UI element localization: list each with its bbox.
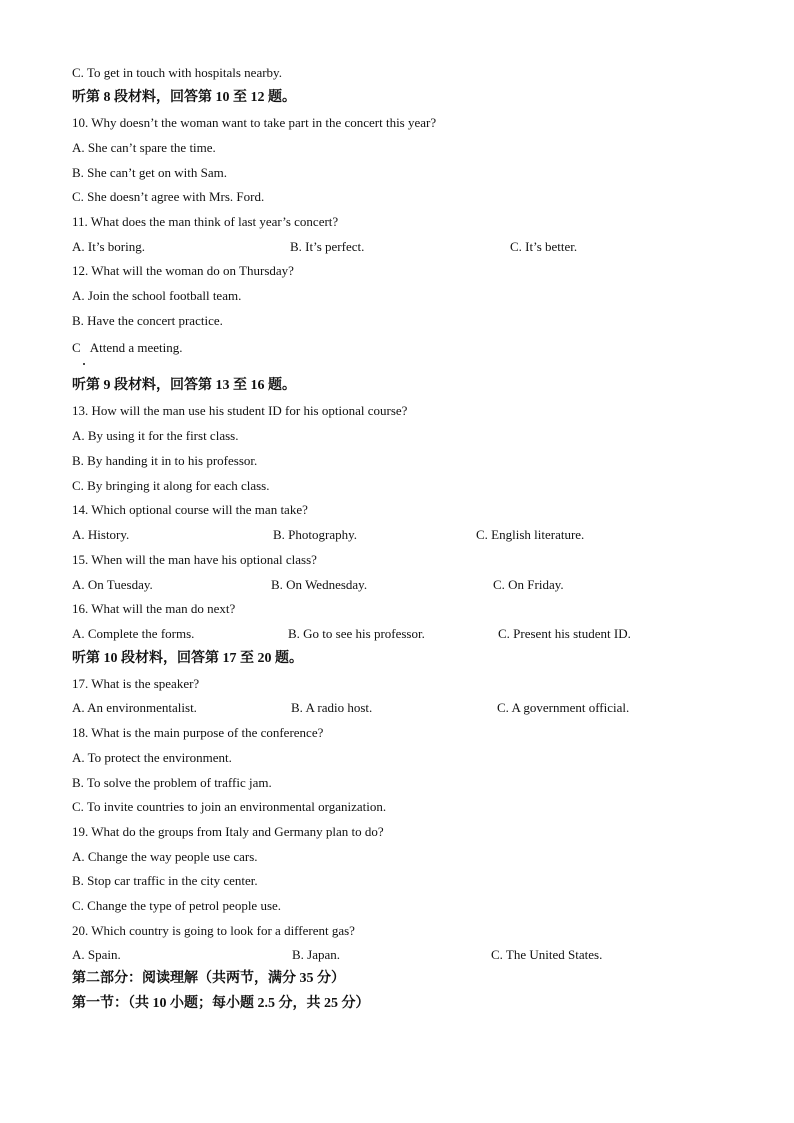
option-10b: B. She can’t get on with Sam. <box>72 165 228 180</box>
option-20a: A. Spain. <box>72 947 121 962</box>
option-17c: C. A government official. <box>497 700 630 715</box>
question-14: 14. Which optional course will the man take? <box>72 502 308 517</box>
option-16b: B. Go to see his professor. <box>288 626 425 641</box>
option-16a: A. Complete the forms. <box>72 626 195 641</box>
question-13: 13. How will the man use his student ID for his optional course? <box>72 403 408 418</box>
option-20b: B. Japan. <box>292 947 341 962</box>
section-one-heading: 第一节：（共 10 小题；每小题 2.5 分，共 25 分） <box>72 996 370 1011</box>
question-15: 15. When will the man have his optional class? <box>72 552 317 567</box>
option-15c: C. On Friday. <box>493 577 564 592</box>
option-17a: A. An environmentalist. <box>72 700 197 715</box>
option-18c: C. To invite countries to join an environmental organization. <box>72 799 387 814</box>
options-14 <box>72 527 722 543</box>
option-17b: B. A radio host. <box>291 700 373 715</box>
question-11: 11. What does the man think of last year’s concert? <box>72 214 339 229</box>
option-10c: C. She doesn’t agree with Mrs. Ford. <box>72 189 265 204</box>
options-11 <box>72 239 722 255</box>
option-11c: C. It’s better. <box>510 239 578 254</box>
option-12a: A. Join the school football team. <box>72 288 242 303</box>
stray-dot <box>83 363 85 365</box>
option-19a: A. Change the way people use cars. <box>72 849 258 864</box>
option-10a: A. She can’t spare the time. <box>72 140 216 155</box>
question-19: 19. What do the groups from Italy and Germany plan to do? <box>72 824 384 839</box>
option-13b: B. By handing it in to his professor. <box>72 453 258 468</box>
options-20 <box>72 947 722 963</box>
question-12: 12. What will the woman do on Thursday? <box>72 263 294 278</box>
question-18: 18. What is the main purpose of the conference? <box>72 725 324 740</box>
option-14b: B. Photography. <box>273 527 358 542</box>
option-19b: B. Stop car traffic in the city center. <box>72 873 258 888</box>
option-14a: A. History. <box>72 527 130 542</box>
option-12c: C Attend a meeting. <box>72 340 183 355</box>
option-13a: A. By using it for the first class. <box>72 428 239 443</box>
question-16: 16. What will the man do next? <box>72 601 236 616</box>
options-16 <box>72 626 722 642</box>
options-17 <box>72 700 722 716</box>
option-18b: B. To solve the problem of traffic jam. <box>72 775 272 790</box>
option-15b: B. On Wednesday. <box>271 577 368 592</box>
option-11b: B. It’s perfect. <box>290 239 365 254</box>
option-9c: C. To get in touch with hospitals nearby. <box>72 65 282 80</box>
option-18a: A. To protect the environment. <box>72 750 232 765</box>
question-17: 17. What is the speaker? <box>72 676 200 691</box>
section-heading-8: 听第 8 段材料，回答第 10 至 12 题。 <box>72 90 296 105</box>
option-14c: C. English literature. <box>476 527 585 542</box>
option-20c: C. The United States. <box>491 947 603 962</box>
question-10: 10. Why doesn’t the woman want to take part in the concert this year? <box>72 115 437 130</box>
question-20: 20. Which country is going to look for a different gas? <box>72 923 355 938</box>
option-12b: B. Have the concert practice. <box>72 313 223 328</box>
section-heading-9: 听第 9 段材料，回答第 13 至 16 题。 <box>72 378 296 393</box>
part-two-heading: 第二部分：阅读理解（共两节，满分 35 分） <box>72 971 345 986</box>
section-heading-10: 听第 10 段材料，回答第 17 至 20 题。 <box>72 651 303 666</box>
option-16c: C. Present his student ID. <box>498 626 631 641</box>
options-15 <box>72 577 722 593</box>
option-13c: C. By bringing it along for each class. <box>72 478 270 493</box>
option-11a: A. It’s boring. <box>72 239 145 254</box>
option-19c: C. Change the type of petrol people use. <box>72 898 282 913</box>
option-15a: A. On Tuesday. <box>72 577 153 592</box>
